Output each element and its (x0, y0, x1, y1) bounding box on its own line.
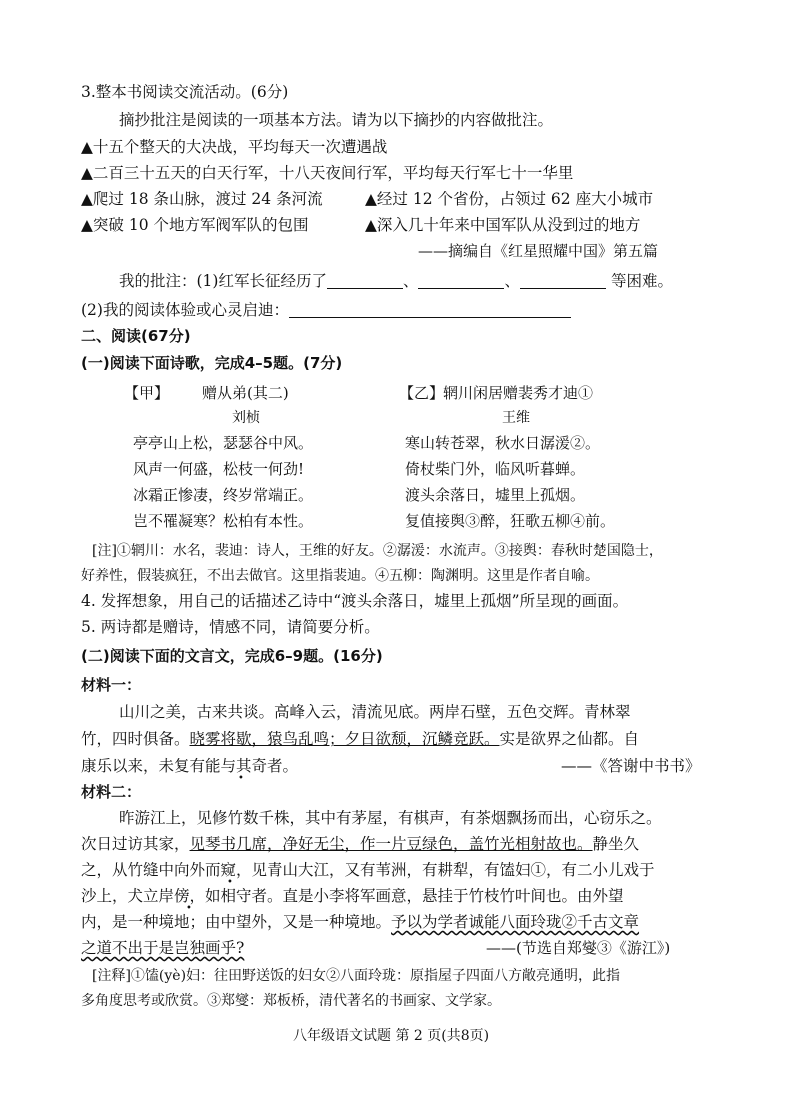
poem-a-line: 风声一何盛，松枝一何劲! (133, 460, 305, 478)
material-1-line (81, 729, 639, 749)
text-span: 竹，四时俱备。 (81, 730, 190, 748)
question-4: 4. 发挥想象，用自己的话描述乙诗中“渡头余落日，墟里上孤烟”所呈现的画面。 (81, 592, 629, 610)
poem-b-line: 复值接舆③醉，狂歌五柳④前。 (405, 512, 616, 530)
wavy-underlined-sentence: 予以为学者诚能八面玲珑②千古文章 (391, 913, 640, 931)
material-2-line: 昨游江上，见修竹数千株，其中有茅屋，有棋声，有茶烟飘扬而出，心窃乐之。 (119, 809, 662, 827)
excerpt-3: ▲爬过 18 条山脉，渡过 24 条河流 (81, 190, 323, 208)
excerpt-1: ▲十五个整天的大决战，平均每天一次遭遇战 (81, 138, 388, 156)
text-span: 内，是一种境地；由中望外，又是一种境地。 (81, 913, 392, 931)
annotation-note-line: [注释]①馌(yè)妇：往田野送饭的妇女②八面玲珑：原指屋子四面八方敞亮通明，此指 (92, 968, 621, 984)
section-heading: 二、阅读(67分) (81, 327, 191, 345)
annotation-1-prefix: 我的批注：(1)红军长征经历了 (119, 272, 327, 290)
excerpt-source: ——摘编自《红星照耀中国》第五篇 (418, 242, 659, 260)
material-2-line: 沙上，犬立岸傍，如相守者。直是小李将军画意，悬挂于竹枝竹叶间也。由外望 (81, 887, 624, 905)
poem-a-line: 岂不罹凝寒？松柏有本性。 (133, 512, 314, 530)
material-2-label: 材料二： (81, 783, 142, 801)
poem-a-line: 亭亭山上松，瑟瑟谷中风。 (133, 434, 314, 452)
poem-note-line: 好养性，假装疯狂，不出去做官。这里指裴迪。④五柳：陶渊明。这里是作者自喻。 (81, 568, 599, 584)
material-1-line: 康乐以来，未复有能与其奇者。 (81, 757, 299, 775)
poem-b-author: 王维 (502, 410, 530, 426)
answer-blank-3[interactable] (520, 272, 606, 289)
wavy-underlined-sentence: 之道不出于是岂独画乎? (81, 939, 245, 957)
poem-a-title: 赠从弟(其二) (202, 384, 289, 402)
q3-title: 3.整本书阅读交流活动。(6分) (81, 83, 289, 101)
material-2-line (81, 834, 639, 854)
text-span: 静坐久 (592, 835, 640, 853)
part1-heading: (一)阅读下面诗歌，完成4–5题。(7分) (81, 354, 343, 372)
material-2-line: 之，从竹缝中向外而窥，见青山大江，又有苇洲，有耕犁，有馌妇①，有二小儿戏于 (81, 861, 655, 879)
separator: 、 (402, 272, 419, 290)
poem-a-line: 冰霜正惨凄，终岁常端正。 (133, 486, 314, 504)
material-1-source: ——《答谢中书书》 (561, 757, 701, 775)
text-span: 实是欲界之仙都。自 (499, 730, 640, 748)
poem-note-line: [注]①辋川：水名，裴迪：诗人，王维的好友。②潺湲：水流声。③接舆：春秋时楚国隐士， (92, 543, 663, 559)
poem-b-tag: 【乙】 (399, 384, 445, 402)
material-2-source: ——(节选自郑燮③《游江》) (486, 939, 671, 957)
material-1-label: 材料一： (81, 676, 142, 694)
material-2-line (81, 938, 244, 958)
question-5: 5. 两诗都是赠诗，情感不同，请简要分析。 (81, 618, 380, 636)
material-1-line: 山川之美，古来共谈。高峰入云，清流见底。两岸石壁，五色交辉。青林翠 (119, 703, 631, 721)
underlined-sentence: 见琴书几席，净好无尘，作一片豆绿色，盖竹光相射故也。 (189, 835, 593, 853)
part2-heading: (二)阅读下面的文言文，完成6–9题。(16分) (81, 647, 383, 665)
poem-b-line: 渡头余落日，墟里上孤烟。 (405, 486, 586, 504)
q3-intro: 摘抄批注是阅读的一项基本方法。请为以下摘抄的内容做批注。 (119, 111, 554, 129)
page-footer: 八年级语文试题 第 2 页(共8页) (293, 1028, 490, 1044)
excerpt-2: ▲二百三十五天的白天行军，十八天夜间行军，平均每天行军七十一华里 (81, 164, 574, 182)
answer-blank-1[interactable] (327, 272, 403, 289)
annotation-note-line: 多角度思考或欣赏。③郑燮：郑板桥，清代著名的书画家、文学家。 (81, 993, 501, 1009)
poem-b-line: 倚杖柴门外，临风听暮蝉。 (405, 460, 586, 478)
excerpt-4: ▲经过 12 个省份，占领过 62 座大小城市 (365, 190, 654, 208)
emphasis-dot: • (238, 773, 244, 784)
answer-blank-4[interactable] (289, 301, 571, 318)
underlined-sentence: 晓雾将歇，猿鸟乱鸣；夕日欲颓，沉鳞竞跃。 (189, 730, 500, 748)
answer-blank-2[interactable] (418, 272, 504, 289)
emphasis-dot: • (227, 877, 233, 888)
separator: 、 (504, 272, 520, 290)
excerpt-5: ▲突破 10 个地方军阀军队的包围 (81, 216, 309, 234)
annotation-2-label: (2)我的阅读体验或心灵启迪： (81, 301, 289, 319)
annotation-2 (81, 300, 571, 320)
emphasis-dot: • (186, 903, 192, 914)
poem-a-author: 刘桢 (232, 410, 260, 426)
poem-a-tag: 【甲】 (124, 384, 170, 402)
annotation-1 (119, 271, 673, 291)
material-2-line (81, 912, 639, 932)
annotation-1-suffix: 等困难。 (610, 272, 673, 290)
poem-b-title: 辋川闲居赠裴秀才迪① (443, 384, 594, 402)
excerpt-6: ▲深入几十年来中国军队从没到过的地方 (365, 216, 641, 234)
poem-b-line: 寒山转苍翠，秋水日潺湲②。 (405, 434, 601, 452)
text-span: 次日过访其家， (81, 835, 190, 853)
